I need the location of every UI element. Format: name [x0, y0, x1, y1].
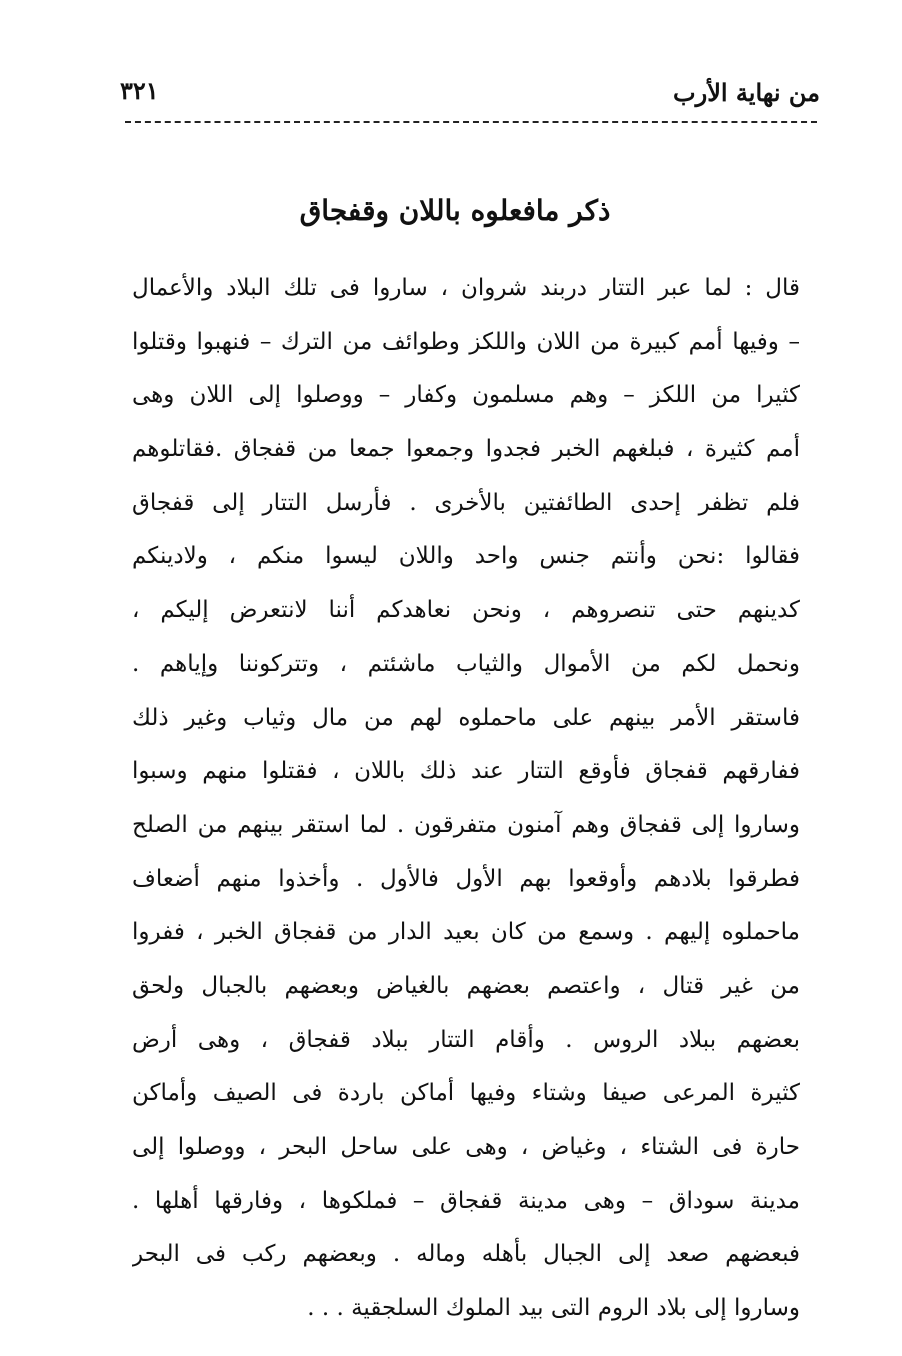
body-text: [132, 262, 800, 1336]
running-title: من نهاية الأرب: [673, 78, 820, 107]
text-line: فطرقوا بلادهم وأوقعوا بهم الأول فالأول . وأخذوا منهم أضعاف: [132, 865, 800, 892]
text-line: حارة فى الشتاء ، وغياض ، وهى على ساحل البحر ، ووصلوا إلى: [132, 1134, 800, 1160]
page-number: ٣٢١: [120, 76, 159, 105]
text-line: أمم كثيرة ، فبلغهم الخبر فجدوا وجمعوا جمعا من قفجاق .فقاتلوهم: [132, 436, 800, 463]
text-line: – وفيها أمم كبيرة من اللان واللكز وطوائف من الترك – فنهبوا وقتلوا: [132, 328, 800, 355]
page-header: [120, 76, 820, 116]
header-divider: [125, 121, 817, 123]
text-line: ففارقهم قفجاق فأوقع التتار عند ذلك باللان ، فقتلوا منهم وسبوا: [132, 758, 800, 785]
text-line: بعضهم ببلاد الروس . وأقام التتار ببلاد قفجاق ، وهى أرض: [132, 1026, 800, 1053]
text-line: كثيرة المرعى صيفا وشتاء وفيها أماكن باردة فى الصيف وأماكن: [132, 1080, 800, 1107]
text-line: كثيرا من اللكز – وهم مسلمون وكفار – ووصلوا إلى اللان وهى: [132, 382, 800, 409]
text-line: وساروا إلى قفجاق وهم آمنون متفرقون . لما استقر بينهم من الصلح: [132, 811, 800, 838]
text-line: كدينهم حتى تنصروهم ، ونحن نعاهدكم أننا لانتعرض إليكم ،: [132, 597, 800, 624]
chapter-title: ذكر مافعلوه باللان وقفجاق: [299, 194, 611, 227]
text-line: مدينة سوداق – وهى مدينة قفجاق – فملكوها ، وفارقها أهلها .: [132, 1187, 800, 1214]
text-line: ماحملوه إليهم . وسمع من كان بعيد الدار من قفجاق الخبر ، ففروا: [132, 919, 800, 946]
text-line: من غير قتال ، واعتصم بعضهم بالغياض وبعضهم بالجبال ولحق: [132, 972, 800, 999]
text-line: وساروا إلى بلاد الروم التى بيد الملوك السلجقية . . .: [307, 1295, 800, 1322]
text-line: فقالوا :نحن وأنتم جنس واحد واللان ليسوا منكم ، ولادينكم: [132, 543, 800, 570]
text-line: ونحمل لكم من الأموال والثياب ماشئتم ، وتتركوننا وإياهم .: [132, 650, 800, 677]
text-line: فلم تظفر إحدى الطائفتين بالأخرى . فأرسل التتار إلى قفجاق: [132, 489, 800, 516]
text-line: فاستقر الأمر بينهم على ماحملوه لهم من مال وثياب وغير ذلك: [132, 704, 800, 731]
text-line: فبعضهم صعد إلى الجبال بأهله وماله . وبعضهم ركب فى البحر: [132, 1241, 800, 1268]
text-line: قال : لما عبر التتار دربند شروان ، ساروا فى تلك البلاد والأعمال: [132, 275, 800, 301]
